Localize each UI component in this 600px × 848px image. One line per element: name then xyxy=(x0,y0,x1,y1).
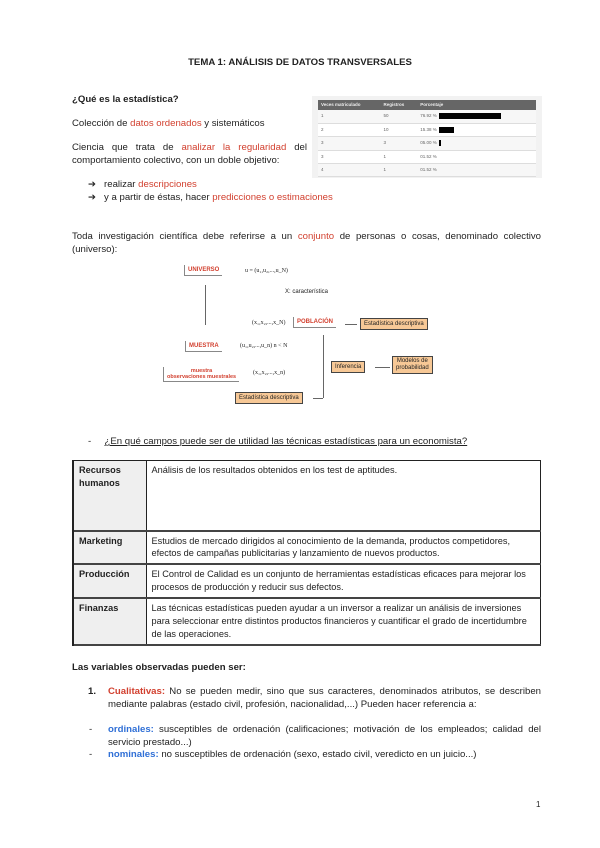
fields-table xyxy=(72,460,541,646)
highlight: conjunto xyxy=(297,231,335,242)
term: Cualitativas: xyxy=(108,686,166,697)
variables-heading: Las variables observadas pueden ser: xyxy=(72,662,246,673)
text: susceptibles de ordenación (calificaciones; motivación de los empleados; calidad del servicio prestado...) xyxy=(108,724,541,749)
heading-que-es: ¿Qué es la estadística? xyxy=(72,94,179,105)
poblacion-box: POBLACIÓN xyxy=(293,317,336,328)
universo-box: UNIVERSO xyxy=(184,265,222,276)
field-desc: Las técnicas estadísticas pueden ayudar a un inversor a realizar un análisis de inversiones para seleccionar entre distintos productos financieros y cuantificar el grado de incertidumbre de las operaciones. xyxy=(146,598,541,645)
nominales-item xyxy=(89,748,541,761)
percentage-bar xyxy=(439,127,454,133)
percentage-bar xyxy=(439,140,441,146)
muestra-box: MUESTRA xyxy=(185,341,222,352)
mini-cell: 50 xyxy=(381,110,418,123)
mini-table-row xyxy=(318,150,536,163)
inference-box: Inferencia xyxy=(331,361,365,373)
mini-cell: 3 xyxy=(318,137,381,150)
bullet-item xyxy=(88,191,333,204)
th: Porcentaje xyxy=(417,100,536,110)
text: del comportamiento colectivo, con un doble objetivo: xyxy=(72,142,307,167)
mini-table-row xyxy=(318,123,536,136)
bullet-item xyxy=(88,178,333,191)
highlight: datos ordenados xyxy=(130,118,202,129)
term: nominales: xyxy=(108,749,159,760)
field-desc: Estudios de mercado dirigidos al conocimiento de la demanda, productos competidores, efectos de campañas publicitarias y lanzamiento de nuevos productos. xyxy=(146,531,541,565)
paragraph-investigacion xyxy=(72,230,541,257)
text: Ciencia que trata de xyxy=(72,142,182,153)
text: no susceptibles de ordenación (sexo, estado civil, veredicto en un juicio...) xyxy=(158,749,477,760)
field-name: Finanzas xyxy=(73,598,146,645)
text: y a partir de éstas, hacer xyxy=(104,192,213,204)
sample-observations-box: muestra observaciones muestrales xyxy=(163,367,239,382)
page-number: 1 xyxy=(536,800,541,809)
cualitativas-item xyxy=(88,685,541,712)
table-row xyxy=(73,598,541,645)
mini-cell: 01.52 % xyxy=(417,164,536,177)
paragraph-ciencia xyxy=(72,141,307,168)
mini-table-row xyxy=(318,137,536,150)
field-name: Marketing xyxy=(73,531,146,565)
question-text: ¿En qué campos puede ser de utilidad las técnicas estadísticas para un economista? xyxy=(104,436,468,447)
dash: - xyxy=(88,436,92,447)
mini-cell: 4 xyxy=(318,164,381,177)
mini-table-row xyxy=(318,164,536,177)
mini-cell: 76.92 % xyxy=(417,110,536,123)
population-formula: (x₁,x₂,...,x_N) xyxy=(252,320,286,326)
text: Toda investigación científica debe referirse a un xyxy=(72,231,298,242)
dash: - xyxy=(89,724,93,735)
field-name: Producción xyxy=(73,564,146,598)
mini-cell: 01.52 % xyxy=(417,150,536,163)
mini-cell: 15.38 % xyxy=(417,123,536,136)
observations-formula: (x₁,x₂,...,x_n) xyxy=(253,370,286,376)
text: Colección de xyxy=(72,118,131,129)
term: ordinales: xyxy=(108,724,154,735)
field-desc: El Control de Calidad es un conjunto de herramientas estadísticas eficaces para mejorar los procesos de producción y reducir sus defectos. xyxy=(146,564,541,598)
table-row xyxy=(73,461,541,531)
universo-formula: u = (u₁,u₂,...,u_N) xyxy=(245,268,288,274)
text: No se pueden medir, sino que sus caracteres, denominados atributos, se describen mediante palabras (estado civil, profesión, nacionalidad,...) Pueden hacer referencia a: xyxy=(108,686,541,711)
highlight: analizar la regularidad xyxy=(181,142,287,153)
arrow-icon: ➔ xyxy=(88,179,97,190)
field-desc: Análisis de los resultados obtenidos en los test de aptitudes. xyxy=(146,461,541,531)
mini-cell: 05.00 % xyxy=(417,137,536,150)
highlight: predicciones o estimaciones xyxy=(212,192,333,204)
sample-formula: (u₁,u₂,...,u_n) n < N xyxy=(240,343,288,349)
ordinales-item xyxy=(89,723,541,750)
dash: - xyxy=(89,749,93,760)
frequency-table-image xyxy=(312,96,542,178)
th: Veces matriculado xyxy=(318,100,381,110)
mini-cell: 1 xyxy=(381,150,418,163)
table-row xyxy=(73,564,541,598)
text: de personas o cosas, denominado colectivo (universo): xyxy=(72,231,542,256)
mini-cell: 10 xyxy=(381,123,418,136)
table-row xyxy=(73,531,541,565)
statistics-diagram xyxy=(160,255,460,410)
bullet-list xyxy=(88,178,333,205)
probability-models-box: Modelos de probabilidad xyxy=(392,356,433,374)
page-title: TEMA 1: ANÁLISIS DE DATOS TRANSVERSALES xyxy=(188,57,412,68)
mini-cell: 1 xyxy=(381,164,418,177)
characteristic-label: X: característica xyxy=(285,289,329,295)
th: Registros xyxy=(381,100,418,110)
list-number: 1. xyxy=(88,686,97,697)
mini-table-row xyxy=(318,110,536,123)
mini-cell: 3 xyxy=(318,150,381,163)
descriptive-stats-box-2: Estadística descriptiva xyxy=(235,392,303,404)
mini-cell: 1 xyxy=(318,110,381,123)
descriptive-stats-box: Estadística descriptiva xyxy=(360,318,428,330)
mini-cell: 2 xyxy=(318,123,381,136)
field-name: Recursos humanos xyxy=(73,461,146,531)
question-campos xyxy=(88,435,467,448)
text: y sistemáticos xyxy=(201,118,265,129)
text: realizar xyxy=(104,179,139,190)
mini-cell: 3 xyxy=(381,137,418,150)
arrow-icon: ➔ xyxy=(88,192,97,204)
highlight: descripciones xyxy=(138,179,197,190)
paragraph-coleccion xyxy=(72,117,265,130)
percentage-bar xyxy=(439,113,501,119)
